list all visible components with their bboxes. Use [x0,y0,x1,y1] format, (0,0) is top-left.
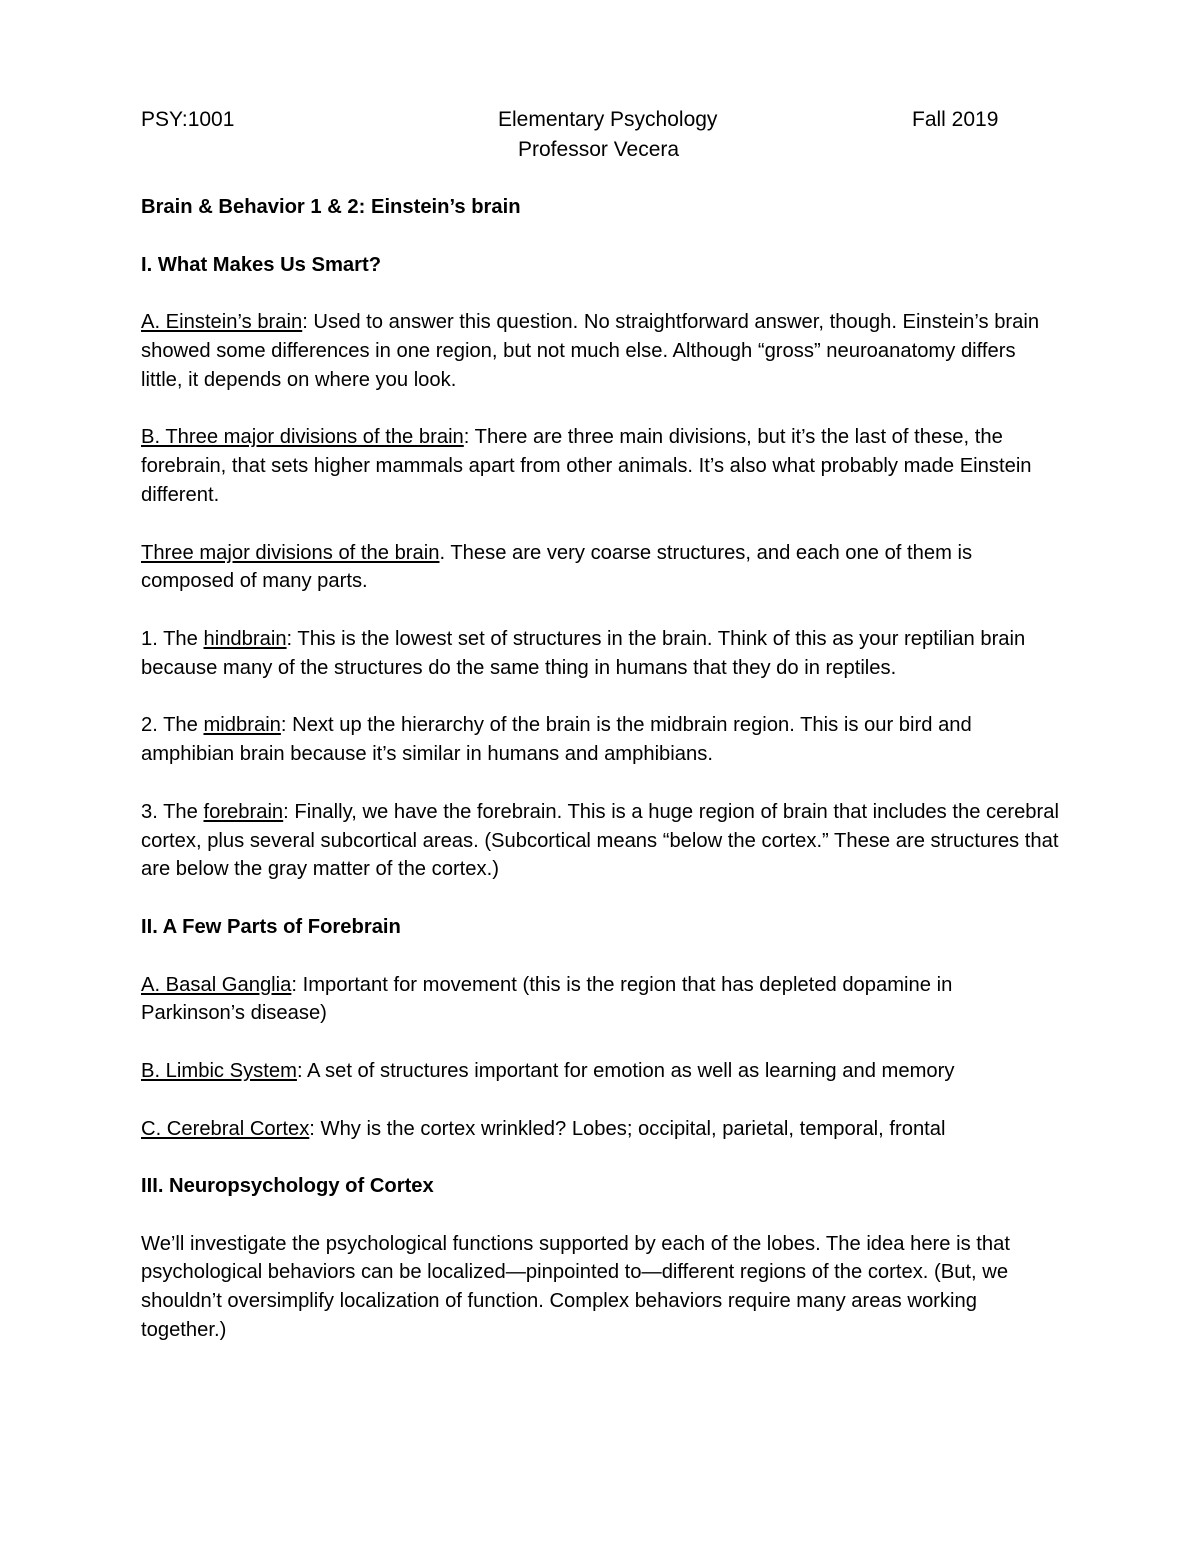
list-prefix: 3. The [141,800,204,823]
term-label: hindbrain [203,627,287,650]
document-body [141,193,1061,1374]
term: Fall 2019 [912,108,999,131]
paragraph-text: : Next up the hierarchy of the brain is the midbrain region. This is our bird and amphibian brain because it’s similar in humans and amphibians. [141,714,972,766]
list-item-hindbrain [141,625,1061,683]
section-heading-1: I. What Makes Us Smart? [141,253,382,276]
term-label: midbrain [203,714,281,737]
course-code: PSY:1001 [141,108,235,131]
term-label: B. Limbic System [141,1059,297,1082]
paragraph-text: . These are very coarse structures, and each one of them is composed of many parts. [141,541,973,593]
term-label: Three major divisions of the brain [141,541,440,564]
paragraph-text: : Finally, we have the forebrain. This is a huge region of brain that includes the cerebral cortex, plus several subcortical areas. (Subcortical means “below the cortex.” These are structures that are below the gray matter of the cortex.) [141,800,1059,881]
paragraph-limbic-system [141,1057,1061,1086]
professor-name: Professor Vecera [518,138,680,161]
paragraph-text: : There are three main divisions, but it’s the last of these, the forebrain, that sets higher mammals apart from other animals. It’s also what probably made Einstein different. [141,426,1032,506]
paragraph-neuropsychology: We’ll investigate the psychological functions supported by each of the lobes. The idea here is that psychological behaviors can be localized—pinpointed to—different regions of the cortex. (But, we shouldn’t oversimplify localization of function. Complex behaviors require many areas working together.) [141,1232,1010,1342]
term-label: C. Cerebral Cortex [141,1117,310,1140]
list-item-midbrain [141,711,1061,769]
paragraph-text: : Used to answer this question. No straightforward answer, though. Einstein’s brain showed some differences in one region, but not much else. Although “gross” neuroanatomy differs little, it depends on where you look. [141,311,1040,391]
document-title: Brain & Behavior 1 & 2: Einstein’s brain [141,196,521,218]
term-label: B. Three major divisions of the brain [141,426,464,449]
paragraph-basal-ganglia [141,971,1061,1029]
paragraph-divisions-overview [141,539,1061,597]
paragraph-einsteins-brain [141,308,1061,394]
paragraph-text: : Why is the cortex wrinkled? Lobes; occipital, parietal, temporal, frontal [309,1117,946,1140]
section-heading-3: III. Neuropsychology of Cortex [141,1175,434,1198]
paragraph-text: : Important for movement (this is the region that has depleted dopamine in Parkinson’s disease) [141,973,953,1025]
list-prefix: 2. The [141,714,204,737]
term-label: A. Basal Ganglia [141,973,292,996]
section-heading-2: II. A Few Parts of Forebrain [141,915,401,938]
term-label: A. Einstein’s brain [141,311,303,334]
course-title: Elementary Psychology [498,108,718,131]
paragraph-cerebral-cortex [141,1115,1061,1144]
document-header [141,108,1001,138]
paragraph-text: : This is the lowest set of structures in the brain. Think of this as your reptilian brain because many of the structures do the same thing in humans that they do in reptiles. [141,627,1026,679]
paragraph-text: : A set of structures important for emotion as well as learning and memory [296,1059,955,1082]
list-item-forebrain [141,798,1061,884]
term-label: forebrain [203,800,284,823]
list-prefix: 1. The [141,627,204,650]
paragraph-three-divisions [141,423,1061,509]
